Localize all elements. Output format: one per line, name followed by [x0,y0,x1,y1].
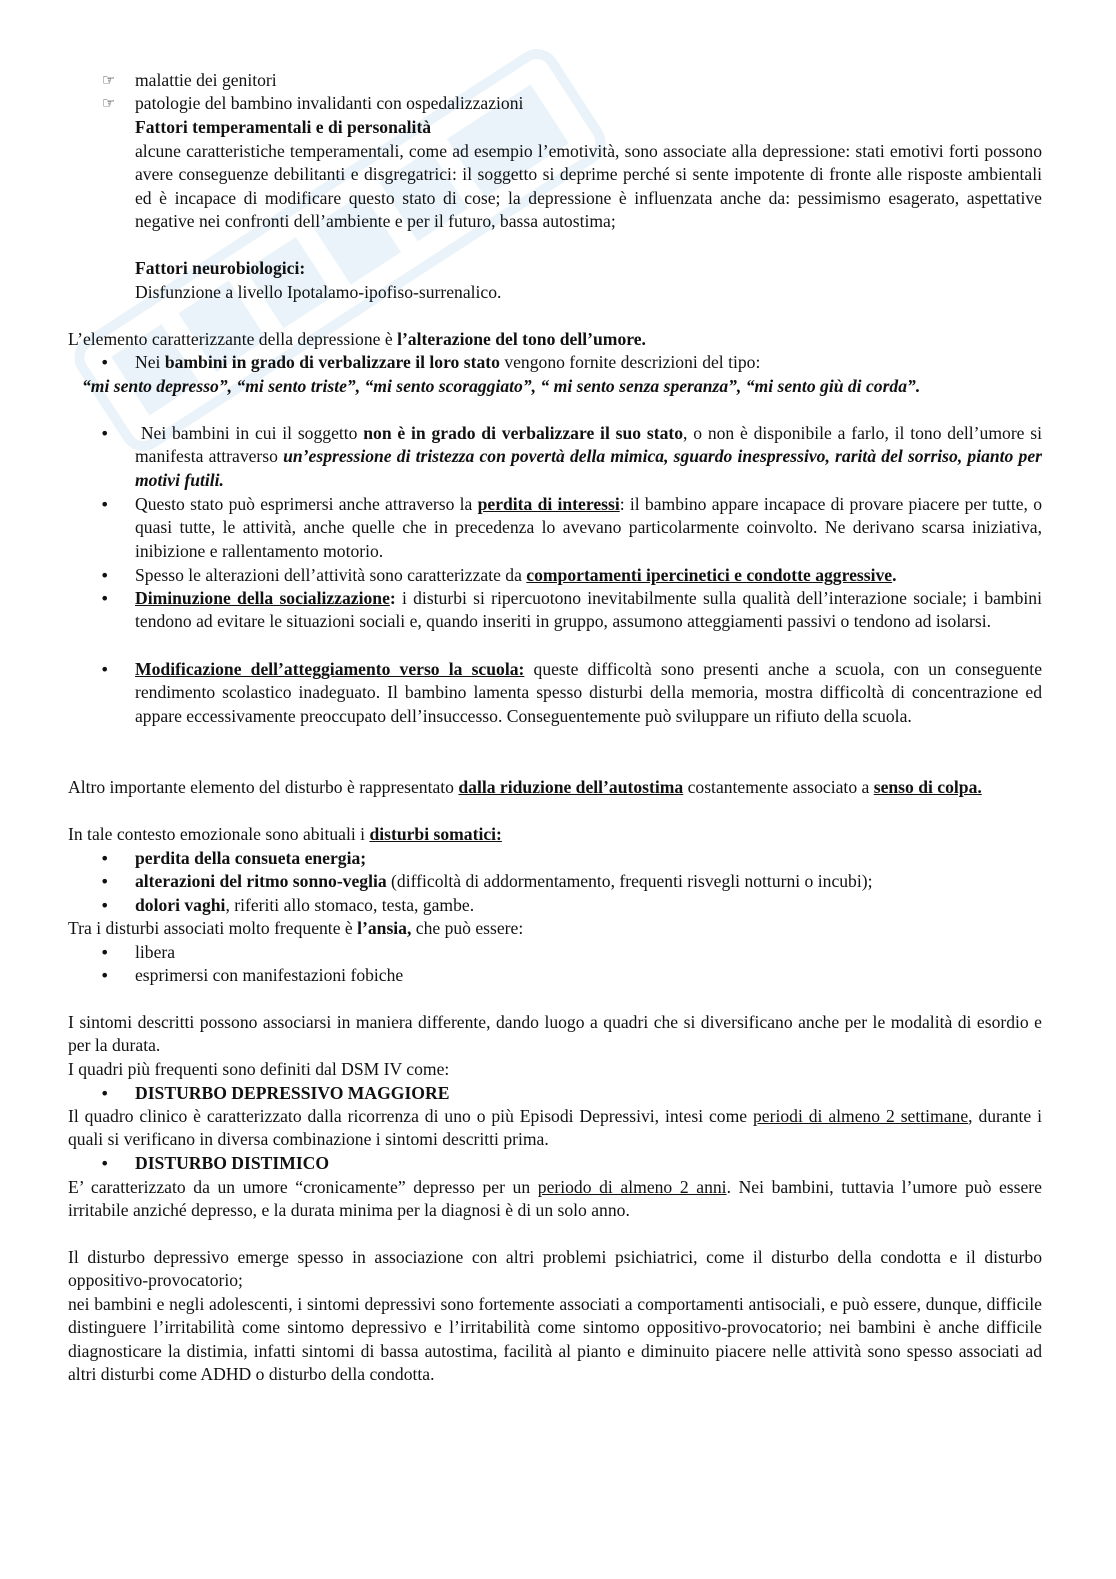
bullet-icon: • [100,1154,110,1173]
bullet-icon: • [100,1084,110,1103]
list-item-text: malattie dei genitori [135,70,277,90]
somatic-item-2: alterazioni del ritmo sonno-veglia (difficoltà di addormentamento, frequenti risvegli notturni o incubi); [135,871,873,891]
somatic-intro: In tale contesto emozionale sono abituali i disturbi somatici: [68,824,502,844]
bullet-icon: • [100,589,110,608]
mood-bullet-2: Nei bambini in cui il soggetto non è in grado di verbalizzare il suo stato, o non è disponibile a farlo, il tono dell’umore si manifesta attraverso un’espressione di tristezza con povertà della mimica, sguardo inespressivo, rarità del sorriso, pianto per motivi futili. [135,423,1043,490]
major-depressive-paragraph: Il quadro clinico è caratterizzato dalla ricorrenza di uno o più Episodi Depressivi, intesi come periodi di almeno 2 settimane, durante i quali si verificano in diversa combinazione i sintomi descritti prima. [68,1106,1042,1150]
bullet-icon: • [100,966,110,985]
mood-bullet-1: Nei bambini in grado di verbalizzare il loro stato vengono fornite descrizioni del tipo: [135,352,761,372]
section-heading-temperament: Fattori temperamentali e di personalità [135,117,432,137]
mood-intro: L’elemento caratterizzante della depressione è l’alterazione del tono dell’umore. [68,329,646,349]
bullet-icon: • [100,849,110,868]
anxiety-item-2: esprimersi con manifestazioni fobiche [135,965,404,985]
list-item-text: patologie del bambino invalidanti con ospedalizzazioni [135,93,524,113]
comorbidity-paragraph-2: nei bambini e negli adolescenti, i sintomi depressivi sono fortemente associati a comportamenti antisociali, e può essere, dunque, difficile distinguere l’irritabilità come sintomo depressivo e l’irritabilità come sintomo oppositivo-provocatorio; nei bambini è anche difficile diagnosticare la distimia, infatti sintomi di bassa autostima, facilità al pianto e diminuito piacere nelle attività sono spesso associati ad altri disturbi come ADHD o disturbo della condotta. [68,1294,1042,1385]
somatic-item-1: perdita della consueta energia; [135,848,367,868]
anxiety-intro: Tra i disturbi associati molto frequente è l’ansia, che può essere: [68,918,524,938]
somatic-item-3: dolori vaghi, riferiti allo stomaco, testa, gambe. [135,895,475,915]
bullet-icon: • [100,872,110,891]
bullet-icon: • [100,495,110,514]
bullet-icon: • [100,353,110,372]
temperament-paragraph: alcune caratteristiche temperamentali, come ad esempio l’emotività, sono associate alla depressione: stati emotivi forti possono avere conseguenze debilitanti e disgregatrici: il soggetto si deprime perché si sente impotente di fronte alle risposte ambientali ed è incapace di modificare questo stato di cose; la depressione è influenzata anche da: pessimismo esagerato, aspettative negative nei confronti dell’ambiente e per il futuro, bassa autostima; [135,141,1042,232]
heading-major-depressive: DISTURBO DEPRESSIVO MAGGIORE [135,1083,450,1103]
bullet-icon: • [100,424,110,443]
bullet-icon: • [100,566,110,585]
bullet-icon: • [100,660,110,679]
pointing-hand-icon: ☞ [102,94,116,112]
frames-paragraph: I sintomi descritti possono associarsi in maniera differente, dando luogo a quadri che si diversificano anche per le modalità di esordio e per la durata. [68,1012,1042,1056]
dsm-intro: I quadri più frequenti sono definiti dal DSM IV come: [68,1059,450,1079]
bullet-icon: • [100,943,110,962]
mood-bullet-4: Spesso le alterazioni dell’attività sono caratterizzate da comportamenti ipercinetici e condotte aggressive. [135,565,897,585]
comorbidity-paragraph-1: Il disturbo depressivo emerge spesso in associazione con altri problemi psichiatrici, come il disturbo della condotta e il disturbo oppositivo-provocatorio; [68,1247,1042,1291]
mood-bullet-6: Modificazione dell’atteggiamento verso la scuola: queste difficoltà sono presenti anche a scuola, con un conseguente rendimento scolastico inadeguato. Il bambino lamenta spesso disturbi della memoria, mostra difficoltà di concentrazione ed appare eccessivamente preoccupato dell’insuccesso. Conseguentemente può sviluppare un rifiuto della scuola. [135,659,1043,726]
heading-dysthymic: DISTURBO DISTIMICO [135,1153,330,1173]
quotes-line: “mi sento depresso”, “mi sento triste”, “mi sento scoraggiato”, “ mi sento senza speranza”, “mi sento giù di corda”. [82,376,921,396]
mood-bullet-5: Diminuzione della socializzazione: i disturbi si ripercuotono inevitabilmente sulla qualità dell’interazione sociale; i bambini tendono ad evitare le situazioni sociali e, quando inseriti in gruppo, assumono atteggiamenti passivi o tendono ad isolarsi. [135,588,1042,632]
selfesteem-paragraph: Altro importante elemento del disturbo è rappresentato dalla riduzione dell’autostima costantemente associato a senso di colpa. [68,777,982,797]
mood-bullet-3: Questo stato può esprimersi anche attraverso la perdita di interessi: il bambino appare incapace di provare piacere per tutte, o quasi tutte, le attività, anche quelle che in precedenza lo avevano particolarmente coinvolto. Ne derivano scarsa iniziativa, inibizione e rallentamento motorio. [135,494,1042,561]
neuro-paragraph: Disfunzione a livello Ipotalamo-ipofiso-surrenalico. [135,282,502,302]
dysthymic-paragraph: E’ caratterizzato da un umore “cronicamente” depresso per un periodo di almeno 2 anni. Nei bambini, tuttavia l’umore può essere irritabile anziché depresso, e la durata minima per la diagnosi è di un solo anno. [68,1177,1042,1221]
list-item [135,69,1042,92]
pointing-hand-icon: ☞ [102,71,116,89]
bullet-icon: • [100,896,110,915]
anxiety-item-1: libera [135,942,176,962]
list-item [135,92,1042,115]
section-heading-neuro: Fattori neurobiologici: [135,258,306,278]
